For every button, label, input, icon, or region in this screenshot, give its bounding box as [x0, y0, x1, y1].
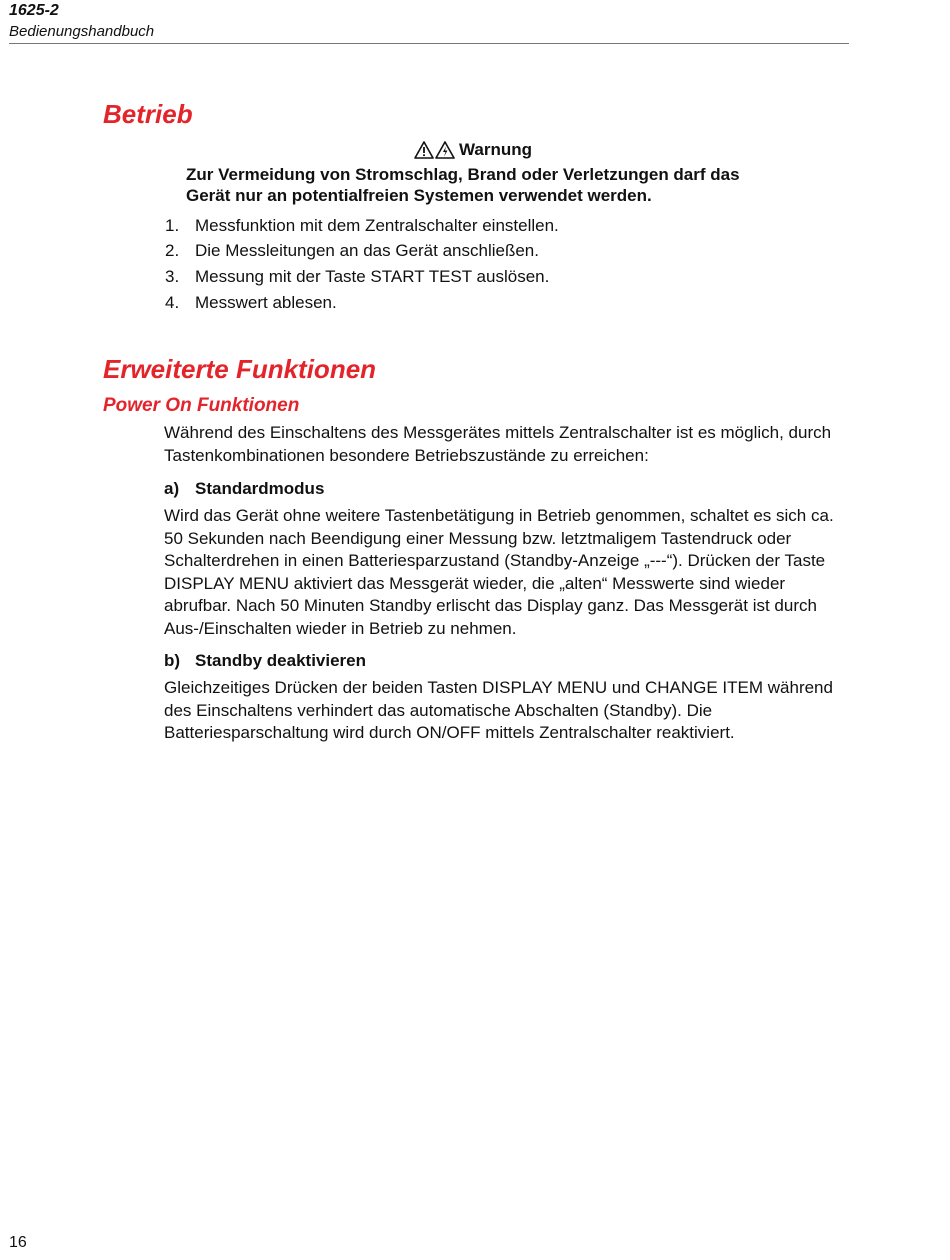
step-number: 1.: [165, 216, 180, 235]
list-item: [165, 240, 539, 262]
subheading-text: Standby deaktivieren: [195, 651, 367, 670]
section-title-betrieb: Betrieb: [103, 99, 193, 129]
header-subtitle: Bedienungshandbuch: [9, 23, 155, 40]
page-number: 16: [9, 1234, 27, 1251]
subheading-marker: b): [164, 651, 181, 670]
list-item: [165, 215, 559, 237]
subheading-standardmodus: [164, 478, 324, 500]
subheading-text: Standardmodus: [195, 479, 325, 498]
warning-icons: [414, 141, 455, 159]
intro-paragraph: Während des Einschaltens des Messgerätes mittels Zentralschalter ist es möglich, durch Tastenkombinationen besondere Betriebszustände zu erreichen:: [164, 423, 832, 465]
step-text: Messfunktion mit dem Zentralschalter einstellen.: [195, 216, 559, 235]
list-item: [165, 292, 337, 314]
subsection-title-power-on: Power On Funktionen: [103, 395, 300, 416]
warning-title: Warnung: [459, 140, 533, 159]
step-text: Die Messleitungen an das Gerät anschließen.: [195, 241, 539, 260]
subheading-standby-deaktivieren: [164, 650, 366, 672]
step-number: 3.: [165, 267, 180, 286]
standby-paragraph: Gleichzeitiges Drücken der beiden Tasten DISPLAY MENU und CHANGE ITEM während des Einschaltens verhindert das automatische Abschalten (Standby). Die Batteriesparschaltung wird durch ON/OFF mittels Zentralschalter reaktiviert.: [164, 678, 833, 742]
step-text: Messung mit der Taste START TEST auslösen.: [195, 267, 550, 286]
electric-shock-warning-icon: [435, 141, 455, 159]
warning-text: Zur Vermeidung von Stromschlag, Brand oder Verletzungen darf das Gerät nur an potentialfreien Systemen verwendet werden.: [186, 165, 740, 205]
step-text: Messwert ablesen.: [195, 293, 337, 312]
list-item: [165, 266, 549, 288]
warning-triangle-icon: [414, 141, 434, 159]
header-divider: [9, 43, 849, 44]
step-number: 4.: [165, 293, 180, 312]
section-title-erweiterte-funktionen: Erweiterte Funktionen: [103, 354, 377, 384]
header-model: 1625-2: [9, 2, 59, 19]
warning-heading: [414, 139, 532, 161]
subheading-marker: a): [164, 479, 180, 498]
step-number: 2.: [165, 241, 180, 260]
standardmodus-paragraph: Wird das Gerät ohne weitere Tastenbetätigung in Betrieb genommen, schaltet es sich ca. 50 Sekunden nach Beendigung einer Messung bzw. letztmaligem Tastendruck oder Schalterdrehen in einen Batteriesparzustand (Standby-Anzeige „---“). Drücken der Taste DISPLAY MENU aktiviert das Messgerät wieder, die „alten“ Messwerte sind wieder abrufbar. Nach 50 Minuten Standby erlischt das Display ganz. Das Messgerät ist durch Aus-/Einschalten wieder in Betrieb zu nehmen.: [164, 506, 834, 638]
